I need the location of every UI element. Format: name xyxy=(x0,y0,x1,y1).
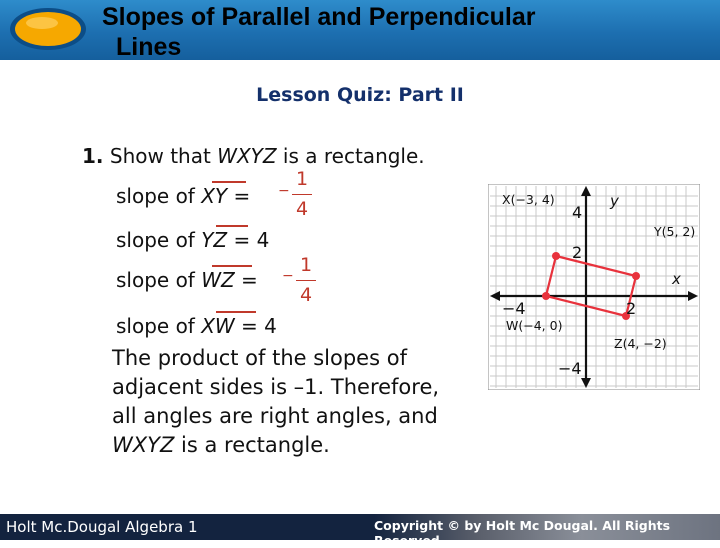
slope-prefix: slope of xyxy=(116,314,202,338)
segment-overline xyxy=(212,265,252,267)
slope-equals: = 4 xyxy=(227,228,270,252)
label-point-w: W(−4, 0) xyxy=(506,318,563,333)
label-point-z: Z(4, −2) xyxy=(614,336,667,351)
conclusion-rest: is a rectangle. xyxy=(174,433,330,457)
header-bar xyxy=(0,0,720,60)
fraction-denominator: 4 xyxy=(295,198,309,220)
coordinate-graph xyxy=(488,184,700,390)
tick-y-neg4: −4 xyxy=(558,359,582,378)
slope-equals: = xyxy=(227,184,251,208)
x-axis-label: x xyxy=(672,270,681,288)
graph-frame xyxy=(488,184,700,390)
segment-overline xyxy=(212,181,246,183)
conclusion-line-2: adjacent sides is –1. Therefore, xyxy=(112,375,440,399)
title-line-1: Slopes of Parallel and Perpendicular xyxy=(102,3,536,31)
fraction-denominator: 4 xyxy=(299,284,313,306)
slope-line-xy xyxy=(116,184,250,208)
y-axis-label: y xyxy=(610,192,619,210)
label-point-y: Y(5, 2) xyxy=(654,224,696,239)
conclusion-shape: WXYZ xyxy=(112,433,175,457)
page-title xyxy=(102,2,535,62)
segment-label: WZ xyxy=(201,268,235,292)
question-text-post: is a rectangle. xyxy=(276,144,425,168)
slope-line-yz xyxy=(116,228,269,252)
segment-overline xyxy=(216,225,248,227)
conclusion-line-4 xyxy=(112,431,439,460)
title-line-2: Lines xyxy=(116,33,182,61)
tick-x-neg4: −4 xyxy=(502,299,526,318)
question-prompt xyxy=(82,144,425,168)
slope-prefix: slope of xyxy=(116,228,202,252)
slope-prefix: slope of xyxy=(116,268,202,292)
vertex-y xyxy=(632,272,640,280)
conclusion-paragraph xyxy=(112,344,439,460)
footer-bar xyxy=(0,514,720,548)
slope-line-xw xyxy=(116,314,277,338)
vertex-x xyxy=(552,252,560,260)
question-number: 1. xyxy=(82,144,104,168)
footer-copyright: Copyright © by Holt Mc Dougal. All Rights Reserved. xyxy=(374,518,671,548)
footer-copyright-band xyxy=(374,514,720,548)
fraction-numerator: 1 xyxy=(299,254,313,276)
question-text-pre: Show that xyxy=(103,144,218,168)
fraction-bar xyxy=(296,280,316,281)
slope-prefix: slope of xyxy=(116,184,202,208)
slope-equals: = xyxy=(234,268,258,292)
slope-sign: − xyxy=(278,183,290,199)
tick-y-4: 4 xyxy=(572,203,583,222)
segment-overline xyxy=(216,311,256,313)
segment-label: XW xyxy=(201,314,235,338)
slope-sign: − xyxy=(282,268,294,284)
question-shape: WXYZ xyxy=(217,144,277,168)
lesson-subtitle: Lesson Quiz: Part II xyxy=(256,84,464,106)
tick-y-2: 2 xyxy=(572,243,583,262)
conclusion-line-3: all angles are right angles, and xyxy=(112,404,438,428)
segment-label: YZ xyxy=(201,228,228,252)
label-point-x: X(−3, 4) xyxy=(502,192,555,207)
segment-label: XY xyxy=(201,184,228,208)
fraction-bar xyxy=(292,194,312,195)
tick-x-2: 2 xyxy=(626,299,637,318)
vertex-w xyxy=(542,292,550,300)
conclusion-line-1: The product of the slopes of xyxy=(112,346,407,370)
slope-equals: = 4 xyxy=(234,314,277,338)
slope-line-wz xyxy=(116,268,258,292)
footer-publisher: Holt Mc.Dougal Algebra 1 xyxy=(6,518,198,536)
fraction-numerator: 1 xyxy=(295,168,309,190)
logo-icon xyxy=(8,6,88,52)
